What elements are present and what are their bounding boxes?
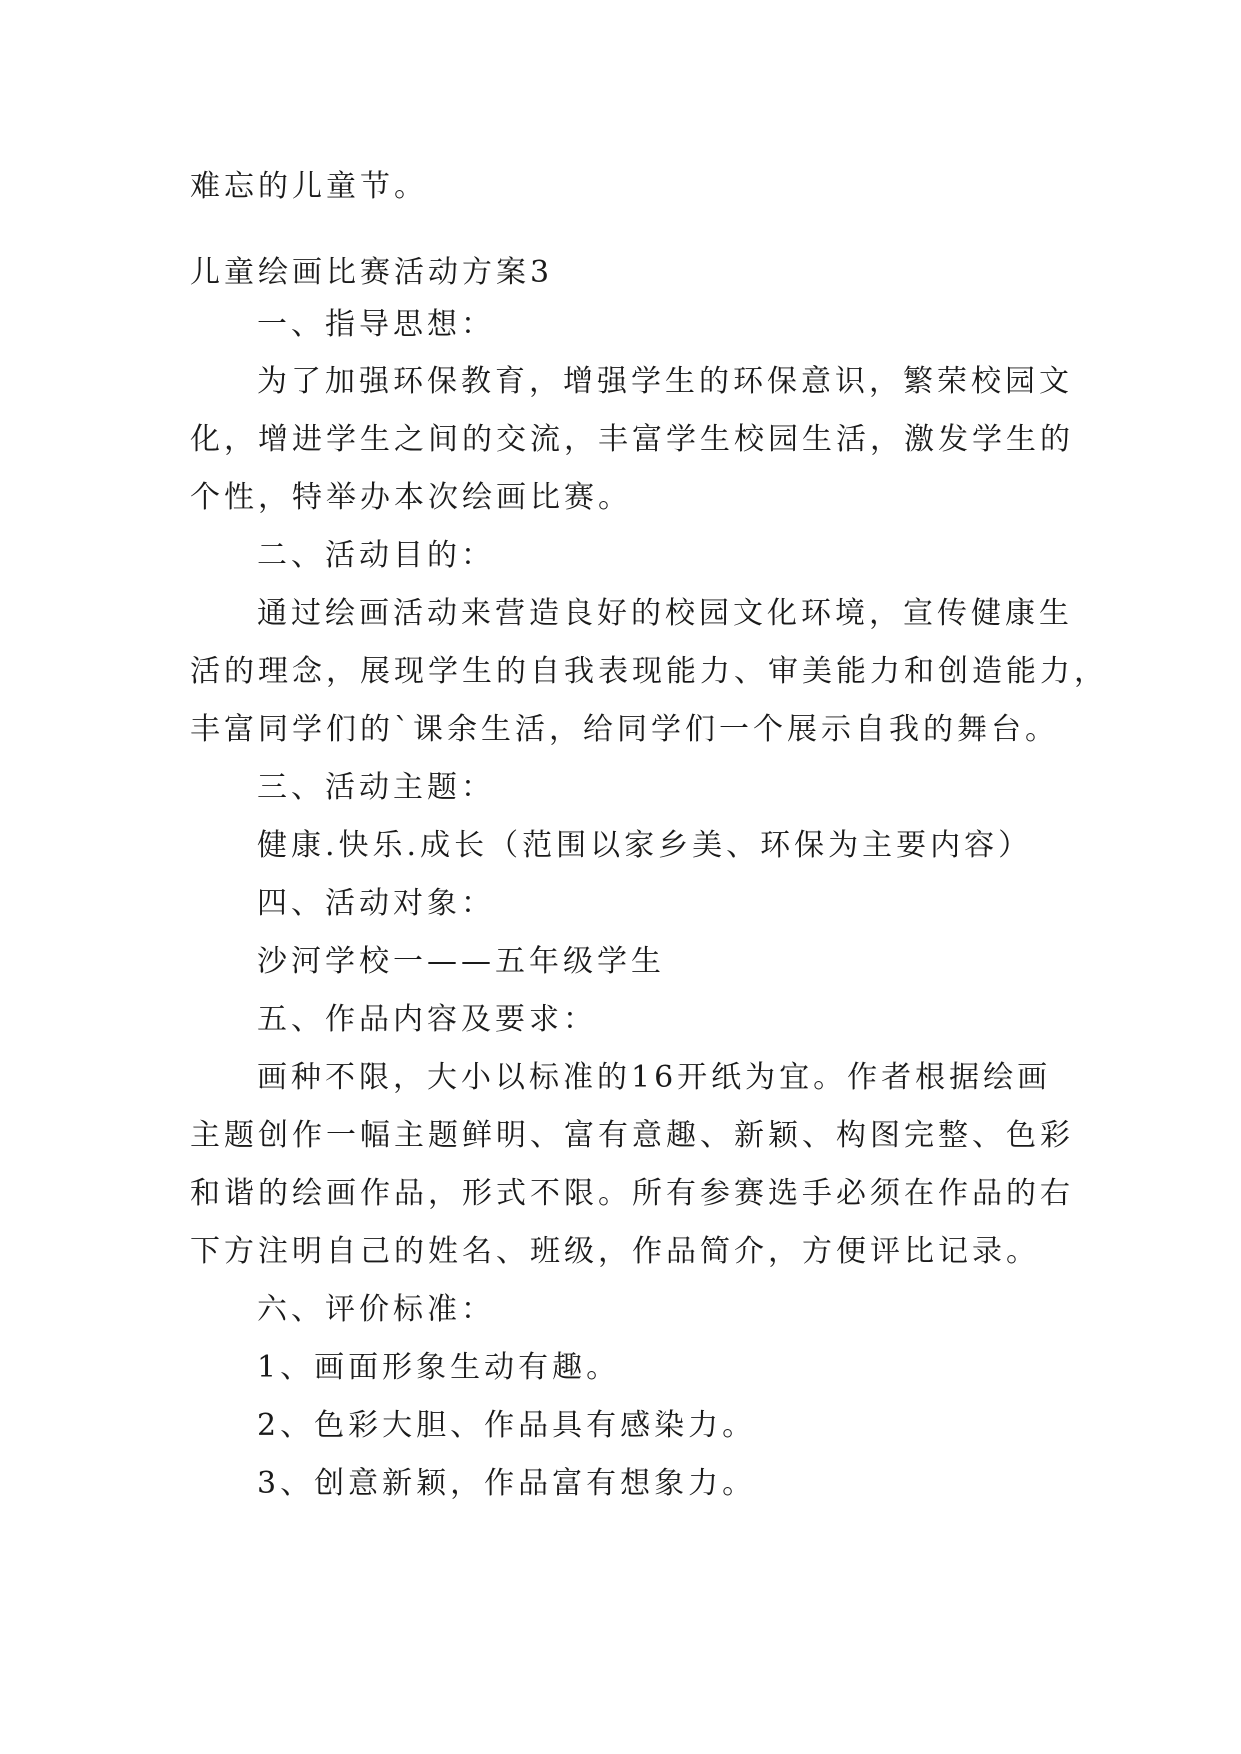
- para-2-line-2: 活的理念，展现学生的自我表现能力、审美能力和创造能力，: [190, 654, 1108, 689]
- closing-line: 难忘的儿童节。: [190, 169, 428, 204]
- heading-theme: 三、活动主题：: [257, 770, 495, 805]
- heading-guiding-thought: 一、指导思想：: [257, 307, 495, 342]
- heading-criteria: 六、评价标准：: [257, 1292, 495, 1327]
- heading-requirements: 五、作品内容及要求：: [257, 1002, 597, 1037]
- section-title: 儿童绘画比赛活动方案3: [190, 255, 554, 290]
- para-5-line-1: 画种不限，大小以标准的16开纸为宜。作者根据绘画: [257, 1060, 1052, 1095]
- para-5-line-2: 主题创作一幅主题鲜明、富有意趣、新颖、构图完整、色彩: [190, 1118, 1074, 1153]
- theme-text: 健康.快乐.成长（范围以家乡美、环保为主要内容）: [257, 828, 1033, 863]
- para-2-line-1: 通过绘画活动来营造良好的校园文化环境，宣传健康生: [257, 596, 1073, 631]
- criteria-item: 1、画面形象生动有趣。: [257, 1350, 621, 1385]
- heading-purpose: 二、活动目的：: [257, 538, 495, 573]
- audience-text: 沙河学校一——五年级学生: [257, 944, 665, 979]
- para-2-line-3: 丰富同学们的`课余生活，给同学们一个展示自我的舞台。: [190, 712, 1059, 747]
- para-5-line-4: 下方注明自己的姓名、班级，作品简介，方便评比记录。: [190, 1234, 1040, 1269]
- heading-audience: 四、活动对象：: [257, 886, 495, 921]
- criteria-item: 3、创意新颖，作品富有想象力。: [257, 1466, 757, 1501]
- criteria-item: 2、色彩大胆、作品具有感染力。: [257, 1408, 757, 1443]
- para-1-line-2: 化，增进学生之间的交流，丰富学生校园生活，激发学生的: [190, 422, 1074, 457]
- para-1-line-1: 为了加强环保教育，增强学生的环保意识，繁荣校园文: [257, 364, 1073, 399]
- para-1-line-3: 个性，特举办本次绘画比赛。: [190, 480, 632, 515]
- para-5-line-3: 和谐的绘画作品，形式不限。所有参赛选手必须在作品的右: [190, 1176, 1074, 1211]
